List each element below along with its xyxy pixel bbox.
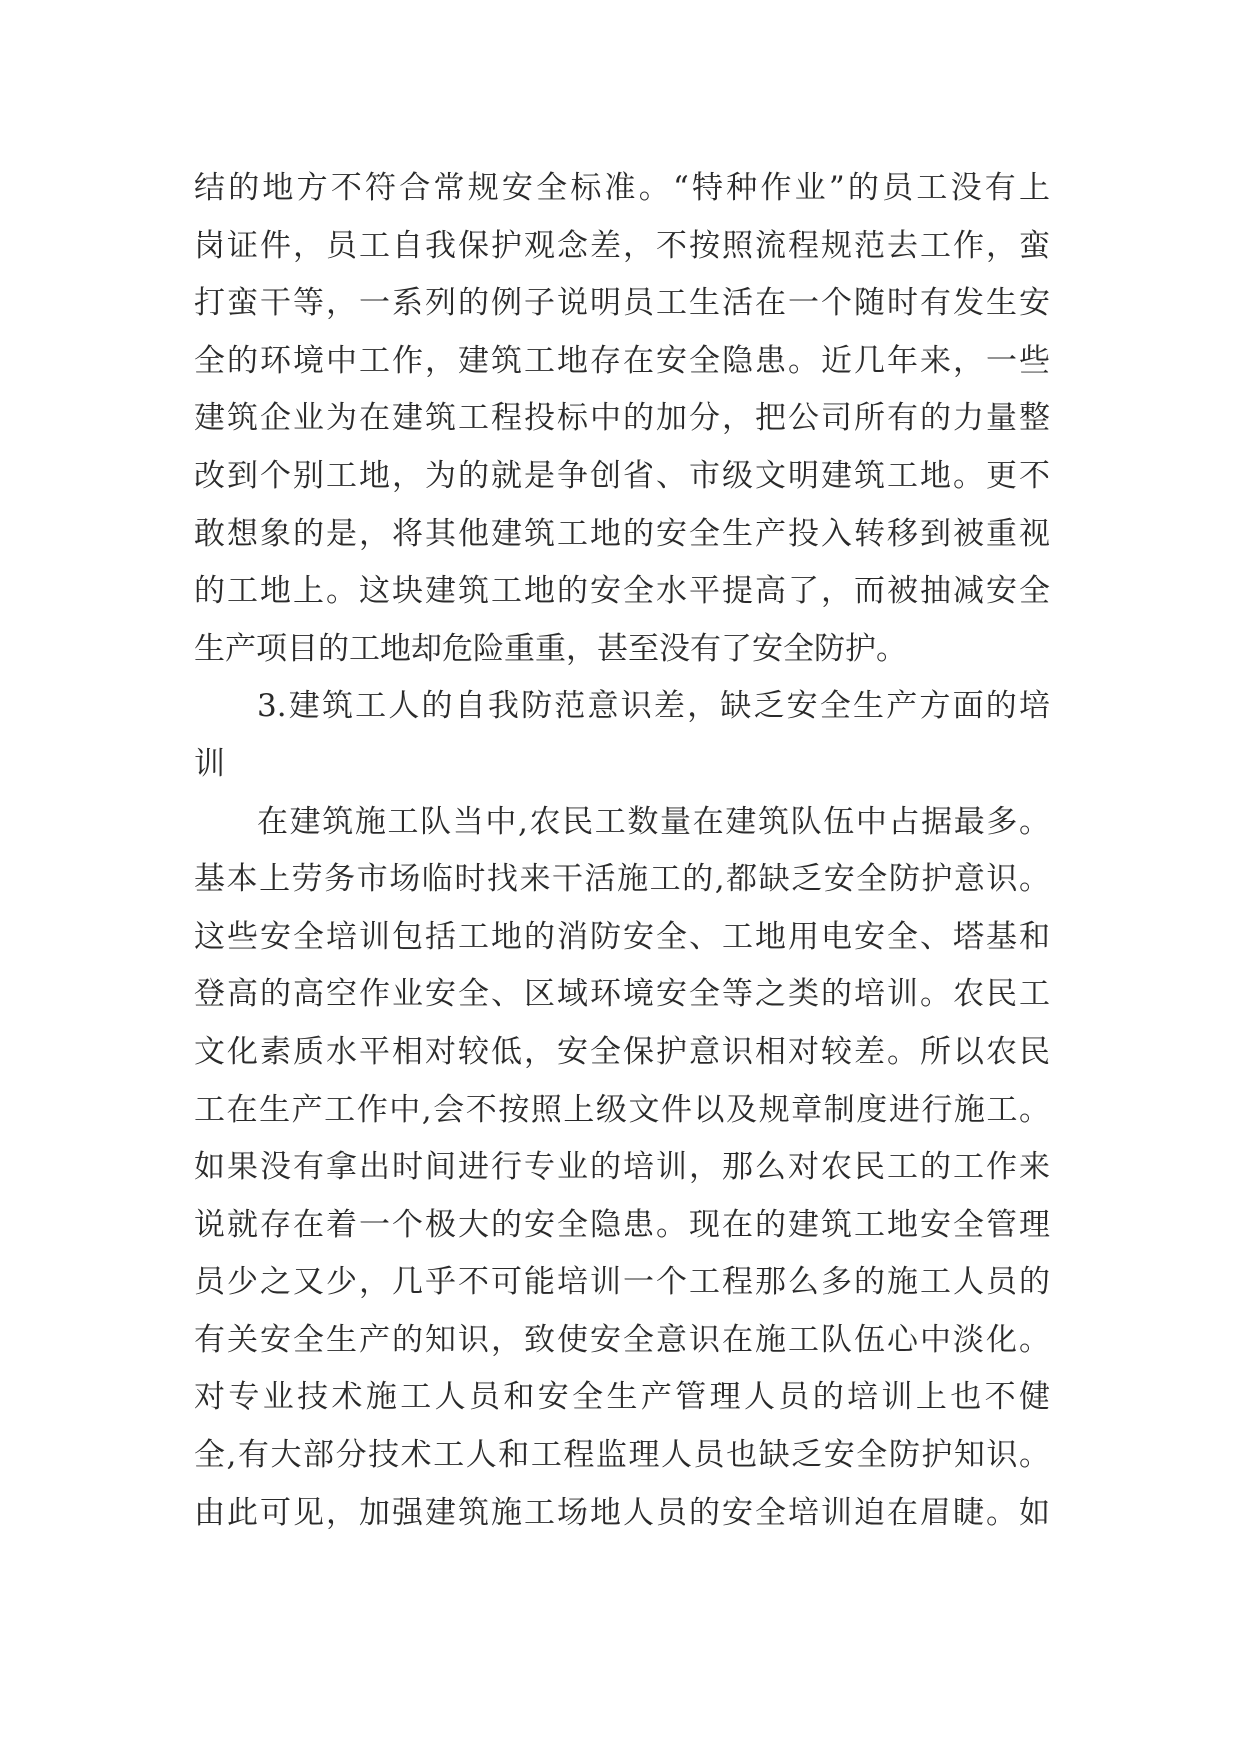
body-line: 登高的高空作业安全、区域环境安全等之类的培训。农民工 xyxy=(194,976,1050,1013)
body-line: 对专业技术施工人员和安全生产管理人员的培训上也不健 xyxy=(194,1379,1050,1416)
body-line: 基本上劳务市场临时找来干活施工的,都缺乏安全防护意识。 xyxy=(194,861,1050,898)
body-line: 工在生产工作中,会不按照上级文件以及规章制度进行施工。 xyxy=(194,1091,1050,1128)
document-body xyxy=(194,160,1050,1542)
body-line: 在建筑施工队当中,农民工数量在建筑队伍中占据最多。 xyxy=(257,803,1050,840)
body-line: 说就存在着一个极大的安全隐患。现在的建筑工地安全管理 xyxy=(194,1206,1050,1243)
body-line: 有关安全生产的知识，致使安全意识在施工队伍心中淡化。 xyxy=(194,1321,1050,1358)
body-line: 的工地上。这块建筑工地的安全水平提高了，而被抽减安全 xyxy=(194,573,1050,610)
body-line: 全,有大部分技术工人和工程监理人员也缺乏安全防护知识。 xyxy=(194,1437,1050,1474)
section-heading: 训 xyxy=(194,745,225,782)
section-heading: 3.建筑工人的自我防范意识差，缺乏安全生产方面的培 xyxy=(257,688,1050,725)
body-line: 敢想象的是，将其他建筑工地的安全生产投入转移到被重视 xyxy=(194,515,1050,552)
body-line: 改到个别工地，为的就是争创省、市级文明建筑工地。更不 xyxy=(194,457,1050,494)
body-line: 如果没有拿出时间进行专业的培训，那么对农民工的工作来 xyxy=(194,1149,1050,1186)
body-line: 建筑企业为在建筑工程投标中的加分，把公司所有的力量整 xyxy=(194,400,1050,437)
body-line: 结的地方不符合常规安全标准。“特种作业”的员工没有上 xyxy=(194,170,1050,206)
body-line: 全的环境中工作，建筑工地存在安全隐患。近几年来，一些 xyxy=(194,342,1050,379)
body-line: 生产项目的工地却危险重重，甚至没有了安全防护。 xyxy=(194,630,907,667)
body-line: 打蛮干等，一系列的例子说明员工生活在一个随时有发生安 xyxy=(194,285,1050,322)
body-line: 岗证件，员工自我保护观念差，不按照流程规范去工作，蛮 xyxy=(194,227,1050,264)
body-line: 由此可见，加强建筑施工场地人员的安全培训迫在眉睫。如 xyxy=(194,1494,1050,1531)
body-line: 文化素质水平相对较低，安全保护意识相对较差。所以农民 xyxy=(194,1033,1050,1070)
body-line: 员少之又少，几乎不可能培训一个工程那么多的施工人员的 xyxy=(194,1264,1050,1301)
body-line: 这些安全培训包括工地的消防安全、工地用电安全、塔基和 xyxy=(194,918,1050,955)
